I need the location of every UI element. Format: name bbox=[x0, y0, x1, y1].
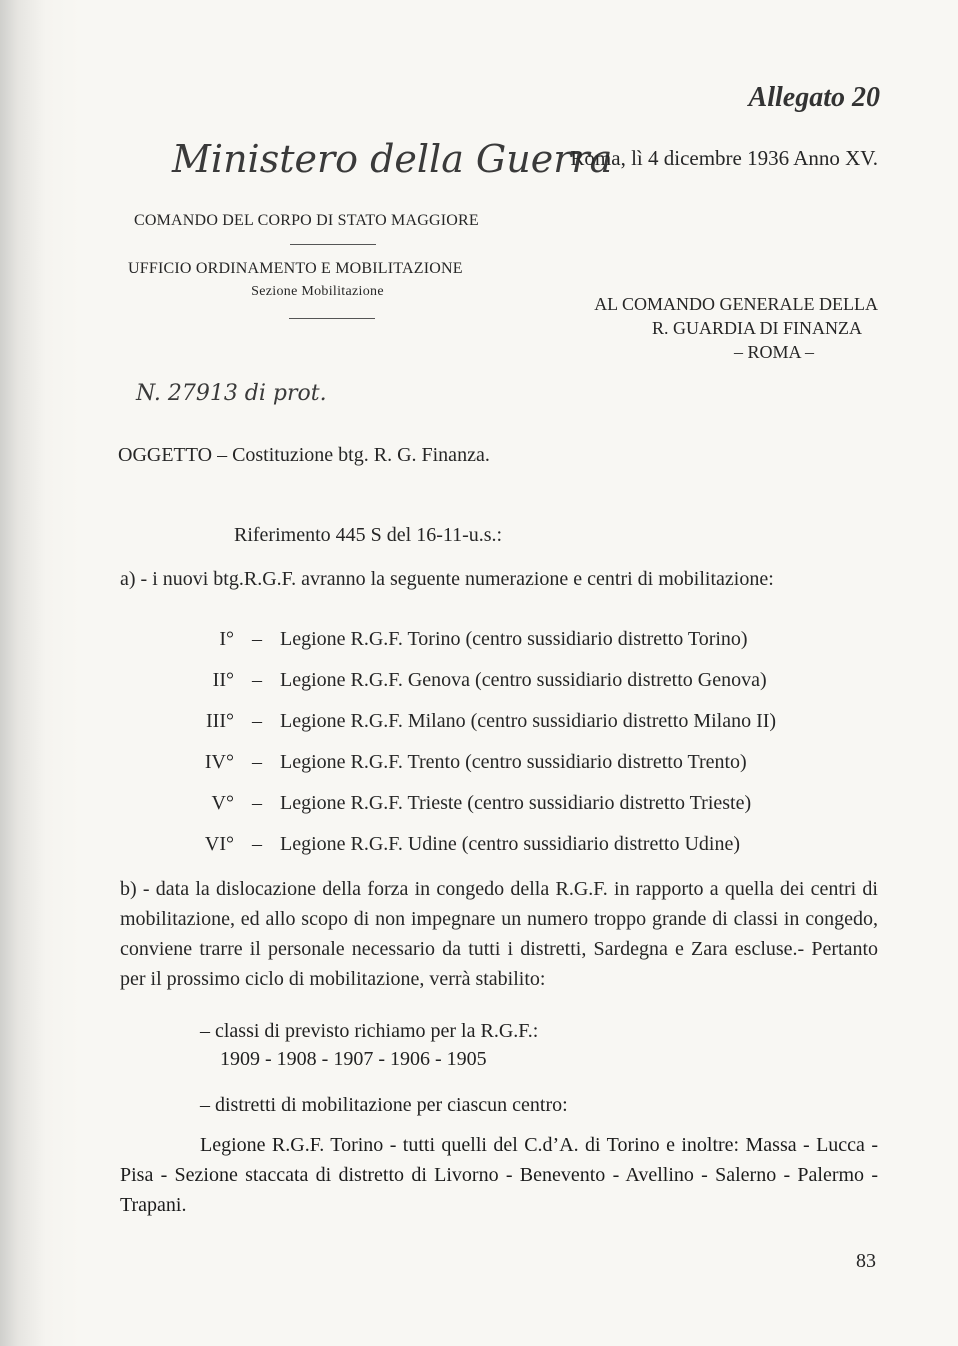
legion-dash: – bbox=[252, 792, 262, 814]
legion-dash: – bbox=[252, 833, 262, 855]
legion-row bbox=[190, 792, 751, 815]
legion-number: VI° bbox=[204, 833, 234, 855]
recipient-line-1: AL COMANDO GENERALE DELLA bbox=[594, 294, 878, 314]
legion-text: Legione R.G.F. Torino (centro sussidiario distretto Torino) bbox=[280, 628, 748, 650]
classi-label: – classi di previsto richiamo per la R.G.F.: bbox=[200, 1020, 539, 1042]
legion-number: III° bbox=[206, 710, 234, 732]
classi-years: 1909 - 1908 - 1907 - 1906 - 1905 bbox=[220, 1048, 487, 1070]
legion-text: Legione R.G.F. Udine (centro sussidiario distretto Udine) bbox=[280, 833, 740, 855]
divider-1 bbox=[290, 244, 376, 245]
legion-dash: – bbox=[252, 669, 262, 691]
point-a-paragraph: a) - i nuovi btg.R.G.F. avranno la seguente numerazione e centri di mobilitazione: bbox=[120, 568, 774, 590]
legion-text: Legione R.G.F. Genova (centro sussidiario distretto Genova) bbox=[280, 669, 767, 691]
torino-paragraph: Legione R.G.F. Torino - tutti quelli del C.d’A. di Torino e inoltre: Massa - Lucca - Pisa - Sezione staccata di distretto di Livorno - Benevento - Avellino - Salerno - Palermo - Trapani. bbox=[120, 1134, 878, 1216]
divider-2 bbox=[289, 318, 375, 319]
sender-section: Sezione Mobilitazione bbox=[251, 284, 384, 299]
distretti-label: – distretti di mobilitazione per ciascun centro: bbox=[200, 1094, 568, 1116]
legion-number: I° bbox=[219, 628, 234, 650]
legion-number: V° bbox=[211, 792, 234, 814]
legion-dash: – bbox=[252, 628, 262, 650]
point-b-paragraph: b) - data la dislocazione della forza in congedo della R.G.F. in rapporto a quella dei centri di mobilitazione, ed allo scopo di non impegnare un numero troppo grande di classi in congedo, conviene trarre il personale necessario da tutti i distretti, Sardegna e Zara escluse.- Pertanto per il prossimo ciclo di mobilitazione, verrà stabilito: bbox=[120, 878, 878, 990]
annex-label: Allegato 20 bbox=[748, 82, 880, 113]
dateline: Roma, lì 4 dicembre 1936 Anno XV. bbox=[570, 146, 878, 170]
legion-dash: – bbox=[252, 710, 262, 732]
legion-row bbox=[190, 833, 740, 856]
recipient-line-2: R. GUARDIA DI FINANZA bbox=[652, 318, 862, 338]
legion-row bbox=[190, 751, 747, 774]
legion-text: Legione R.G.F. Trieste (centro sussidiario distretto Trieste) bbox=[280, 792, 752, 814]
legion-dash: – bbox=[252, 751, 262, 773]
legion-text: Legione R.G.F. Trento (centro sussidiario distretto Trento) bbox=[280, 751, 747, 773]
protocol-number-script bbox=[134, 368, 334, 414]
legion-row bbox=[190, 669, 767, 692]
reference-line: Riferimento 445 S del 16-11-u.s.: bbox=[234, 524, 503, 546]
ministry-letterhead-script bbox=[168, 120, 613, 202]
legion-number: IV° bbox=[204, 751, 234, 773]
legion-row bbox=[190, 710, 776, 733]
sender-command: COMANDO DEL CORPO DI STATO MAGGIORE bbox=[134, 212, 479, 229]
legion-row bbox=[190, 628, 748, 651]
legion-number: II° bbox=[212, 669, 234, 691]
protocol-script-text: N. 27913 di prot. bbox=[136, 381, 327, 406]
recipient-line-3: – ROMA – bbox=[733, 342, 814, 362]
page-number: 83 bbox=[856, 1250, 876, 1272]
ministry-script-text: Ministero della Guerra bbox=[172, 137, 613, 181]
legion-text: Legione R.G.F. Milano (centro sussidiario distretto Milano II) bbox=[280, 710, 777, 732]
subject-line: OGGETTO – Costituzione btg. R. G. Finanza. bbox=[118, 444, 490, 466]
sender-office: UFFICIO ORDINAMENTO E MOBILITAZIONE bbox=[128, 260, 463, 277]
